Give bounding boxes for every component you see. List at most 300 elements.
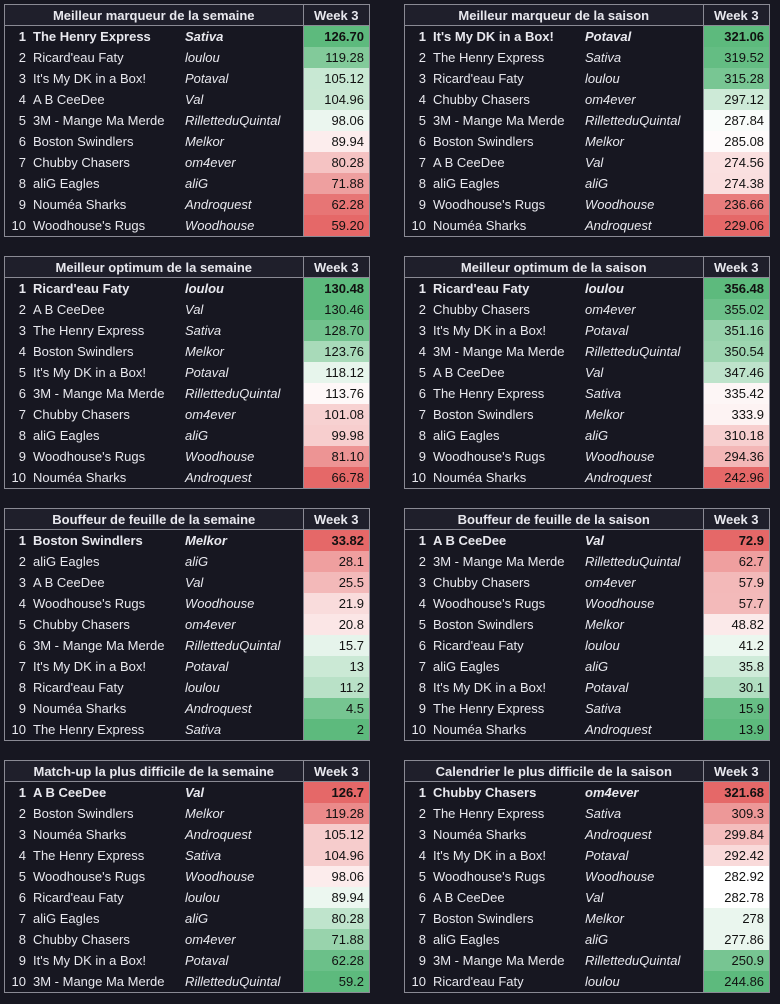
- team-cell: The Henry Express: [433, 806, 545, 821]
- owner-cell: Melkor: [185, 344, 225, 359]
- team-cell: It's My DK in a Box!: [433, 680, 547, 695]
- rank-cell: 4: [18, 92, 26, 107]
- table-row: [5, 110, 369, 131]
- ranking-table: [405, 509, 769, 740]
- team-cell: aliG Eagles: [33, 554, 100, 569]
- owner-cell: RilletteduQuintal: [585, 344, 681, 359]
- team-cell: Woodhouse's Rugs: [433, 869, 546, 884]
- owner-cell: om4ever: [185, 932, 236, 947]
- team-cell: Boston Swindlers: [33, 533, 143, 548]
- ranking-panel: [404, 4, 770, 237]
- owner-cell: aliG: [185, 554, 209, 569]
- owner-cell: Woodhouse: [185, 596, 255, 611]
- ranking-table: [5, 509, 369, 740]
- table-row: [405, 971, 769, 992]
- rank-cell: 1: [18, 281, 26, 296]
- panel-title: Meilleur marqueur de la semaine: [5, 5, 303, 26]
- score-cell: 71.88: [303, 929, 369, 950]
- score-cell: 310.18: [703, 425, 769, 446]
- table-row: [405, 614, 769, 635]
- rank-cell: 10: [11, 470, 26, 485]
- owner-cell: Sativa: [185, 848, 222, 863]
- rank-cell: 3: [18, 323, 26, 338]
- rank-cell: 6: [18, 638, 26, 653]
- rank-cell: 8: [418, 176, 426, 191]
- score-cell: 299.84: [703, 824, 769, 845]
- team-cell: A B CeeDee: [33, 785, 107, 800]
- score-cell: 89.94: [303, 887, 369, 908]
- score-cell: 356.48: [703, 278, 769, 300]
- score-cell: 72.9: [703, 530, 769, 552]
- table-row: [405, 110, 769, 131]
- team-cell: aliG Eagles: [433, 932, 500, 947]
- score-cell: 33.82: [303, 530, 369, 552]
- table-row: [405, 467, 769, 488]
- table-row: [405, 320, 769, 341]
- score-cell: 101.08: [303, 404, 369, 425]
- owner-cell: Val: [585, 890, 604, 905]
- team-cell: The Henry Express: [433, 50, 545, 65]
- table-row: [405, 698, 769, 719]
- score-cell: 350.54: [703, 341, 769, 362]
- ranking-table: [5, 257, 369, 488]
- rank-cell: 6: [18, 386, 26, 401]
- ranking-table: [405, 257, 769, 488]
- rank-cell: 3: [418, 827, 426, 842]
- team-cell: Ricard'eau Faty: [33, 890, 124, 905]
- table-row: [405, 341, 769, 362]
- week-column-header: Week 3: [703, 5, 769, 26]
- score-cell: 105.12: [303, 68, 369, 89]
- rank-cell: 9: [418, 701, 426, 716]
- owner-cell: Melkor: [585, 134, 625, 149]
- rank-cell: 3: [18, 575, 26, 590]
- team-cell: aliG Eagles: [433, 428, 500, 443]
- score-cell: 4.5: [303, 698, 369, 719]
- score-cell: 13: [303, 656, 369, 677]
- rank-cell: 8: [18, 680, 26, 695]
- table-row: [5, 152, 369, 173]
- score-cell: 80.28: [303, 152, 369, 173]
- score-cell: 80.28: [303, 908, 369, 929]
- team-cell: aliG Eagles: [33, 911, 100, 926]
- table-row: [405, 173, 769, 194]
- rank-cell: 8: [18, 176, 26, 191]
- score-cell: 25.5: [303, 572, 369, 593]
- rank-cell: 7: [18, 407, 26, 422]
- team-cell: Chubby Chasers: [433, 575, 530, 590]
- rank-cell: 3: [18, 71, 26, 86]
- team-cell: Chubby Chasers: [433, 302, 530, 317]
- rank-cell: 6: [418, 890, 426, 905]
- table-row: [5, 215, 369, 236]
- owner-cell: Sativa: [585, 806, 622, 821]
- score-cell: 98.06: [303, 866, 369, 887]
- score-cell: 98.06: [303, 110, 369, 131]
- table-row: [405, 887, 769, 908]
- rank-cell: 7: [18, 659, 26, 674]
- week-column-header: Week 3: [703, 509, 769, 530]
- score-cell: 292.42: [703, 845, 769, 866]
- owner-cell: Potaval: [185, 71, 229, 86]
- ranking-table: [5, 761, 369, 992]
- team-cell: Nouméa Sharks: [433, 722, 527, 737]
- owner-cell: Woodhouse: [185, 218, 255, 233]
- team-cell: The Henry Express: [33, 29, 151, 44]
- score-cell: 285.08: [703, 131, 769, 152]
- owner-cell: Potaval: [585, 680, 629, 695]
- rank-cell: 9: [418, 197, 426, 212]
- rank-cell: 2: [418, 554, 426, 569]
- owner-cell: RilletteduQuintal: [185, 386, 281, 401]
- score-cell: 99.98: [303, 425, 369, 446]
- rank-cell: 9: [418, 449, 426, 464]
- panel-title: Meilleur marqueur de la saison: [405, 5, 703, 26]
- table-row: [5, 26, 369, 48]
- owner-cell: Androquest: [585, 827, 652, 842]
- team-cell: The Henry Express: [33, 323, 145, 338]
- rank-cell: 6: [418, 638, 426, 653]
- table-row: [405, 425, 769, 446]
- team-cell: Chubby Chasers: [433, 785, 537, 800]
- team-cell: Woodhouse's Rugs: [33, 218, 146, 233]
- team-cell: aliG Eagles: [33, 176, 100, 191]
- rank-cell: 2: [418, 50, 426, 65]
- table-row: [405, 299, 769, 320]
- score-cell: 118.12: [303, 362, 369, 383]
- week-column-header: Week 3: [703, 761, 769, 782]
- owner-cell: Val: [185, 785, 205, 800]
- team-cell: Boston Swindlers: [433, 617, 534, 632]
- owner-cell: aliG: [185, 911, 209, 926]
- owner-cell: om4ever: [185, 155, 236, 170]
- owner-cell: Sativa: [185, 29, 224, 44]
- table-row: [5, 719, 369, 740]
- owner-cell: aliG: [185, 176, 209, 191]
- rank-cell: 10: [411, 218, 426, 233]
- table-row: [405, 803, 769, 824]
- score-cell: 104.96: [303, 89, 369, 110]
- table-row: [405, 26, 769, 48]
- table-row: [5, 551, 369, 572]
- team-cell: Boston Swindlers: [33, 806, 134, 821]
- score-cell: 229.06: [703, 215, 769, 236]
- table-row: [405, 593, 769, 614]
- score-cell: 351.16: [703, 320, 769, 341]
- team-cell: A B CeeDee: [433, 890, 505, 905]
- owner-cell: RilletteduQuintal: [585, 554, 681, 569]
- score-cell: 250.9: [703, 950, 769, 971]
- week-column-header: Week 3: [303, 509, 369, 530]
- owner-cell: aliG: [585, 428, 609, 443]
- team-cell: Nouméa Sharks: [33, 197, 127, 212]
- owner-cell: om4ever: [585, 575, 636, 590]
- team-cell: Woodhouse's Rugs: [433, 449, 546, 464]
- team-cell: The Henry Express: [433, 701, 545, 716]
- team-cell: Nouméa Sharks: [33, 470, 127, 485]
- owner-cell: Sativa: [185, 722, 222, 737]
- table-row: [5, 887, 369, 908]
- rank-cell: 9: [18, 953, 26, 968]
- table-row: [5, 341, 369, 362]
- score-cell: 15.7: [303, 635, 369, 656]
- score-cell: 119.28: [303, 47, 369, 68]
- rank-cell: 10: [11, 218, 26, 233]
- team-cell: It's My DK in a Box!: [33, 365, 147, 380]
- owner-cell: Val: [185, 302, 204, 317]
- team-cell: The Henry Express: [33, 722, 145, 737]
- table-row: [405, 719, 769, 740]
- table-row: [405, 194, 769, 215]
- team-cell: Nouméa Sharks: [433, 218, 527, 233]
- team-cell: Nouméa Sharks: [33, 701, 127, 716]
- table-row: [405, 908, 769, 929]
- score-cell: 274.38: [703, 173, 769, 194]
- table-row: [405, 362, 769, 383]
- team-cell: Nouméa Sharks: [33, 827, 127, 842]
- rank-cell: 9: [18, 449, 26, 464]
- score-cell: 321.68: [703, 782, 769, 804]
- score-cell: 104.96: [303, 845, 369, 866]
- score-cell: 321.06: [703, 26, 769, 48]
- team-cell: It's My DK in a Box!: [33, 659, 147, 674]
- team-cell: Woodhouse's Rugs: [33, 449, 146, 464]
- score-cell: 123.76: [303, 341, 369, 362]
- table-row: [405, 89, 769, 110]
- rank-cell: 1: [418, 533, 426, 548]
- rank-cell: 10: [11, 722, 26, 737]
- score-cell: 48.82: [703, 614, 769, 635]
- rank-cell: 5: [418, 869, 426, 884]
- score-cell: 128.70: [303, 320, 369, 341]
- team-cell: 3M - Mange Ma Merde: [33, 638, 165, 653]
- rank-cell: 9: [418, 953, 426, 968]
- team-cell: Woodhouse's Rugs: [33, 869, 146, 884]
- team-cell: Nouméa Sharks: [433, 470, 527, 485]
- owner-cell: Androquest: [585, 470, 652, 485]
- ranking-panel: [404, 760, 770, 993]
- rank-cell: 1: [418, 29, 426, 44]
- rank-cell: 4: [18, 344, 26, 359]
- table-row: [405, 551, 769, 572]
- owner-cell: aliG: [585, 932, 609, 947]
- team-cell: A B CeeDee: [33, 302, 105, 317]
- ranking-panel: [4, 4, 370, 237]
- team-cell: 3M - Mange Ma Merde: [433, 344, 565, 359]
- team-cell: Nouméa Sharks: [433, 827, 527, 842]
- rank-cell: 4: [18, 848, 26, 863]
- team-cell: A B CeeDee: [33, 92, 105, 107]
- rank-cell: 8: [18, 428, 26, 443]
- rank-cell: 5: [18, 365, 26, 380]
- rank-cell: 9: [18, 197, 26, 212]
- owner-cell: Val: [585, 365, 604, 380]
- table-row: [405, 824, 769, 845]
- table-row: [405, 929, 769, 950]
- owner-cell: Potaval: [585, 29, 632, 44]
- owner-cell: Woodhouse: [585, 869, 655, 884]
- rank-cell: 5: [418, 365, 426, 380]
- team-cell: aliG Eagles: [433, 659, 500, 674]
- team-cell: Ricard'eau Faty: [33, 680, 124, 695]
- rank-cell: 2: [18, 554, 26, 569]
- rank-cell: 4: [418, 92, 426, 107]
- team-cell: It's My DK in a Box!: [433, 848, 547, 863]
- team-cell: Chubby Chasers: [433, 92, 530, 107]
- ranking-panel: [4, 508, 370, 741]
- team-cell: aliG Eagles: [33, 428, 100, 443]
- score-cell: 41.2: [703, 635, 769, 656]
- team-cell: It's My DK in a Box!: [433, 323, 547, 338]
- score-cell: 335.42: [703, 383, 769, 404]
- team-cell: A B CeeDee: [433, 155, 505, 170]
- table-row: [5, 593, 369, 614]
- owner-cell: loulou: [585, 71, 620, 86]
- score-cell: 59.2: [303, 971, 369, 992]
- score-cell: 105.12: [303, 824, 369, 845]
- week-column-header: Week 3: [303, 761, 369, 782]
- owner-cell: Androquest: [185, 827, 252, 842]
- table-row: [5, 866, 369, 887]
- week-column-header: Week 3: [703, 257, 769, 278]
- table-row: [405, 677, 769, 698]
- team-cell: Boston Swindlers: [433, 407, 534, 422]
- owner-cell: Androquest: [185, 701, 252, 716]
- table-row: [405, 152, 769, 173]
- table-row: [405, 404, 769, 425]
- rank-cell: 6: [18, 134, 26, 149]
- team-cell: Woodhouse's Rugs: [433, 197, 546, 212]
- team-cell: 3M - Mange Ma Merde: [33, 113, 165, 128]
- owner-cell: Potaval: [185, 365, 229, 380]
- team-cell: The Henry Express: [33, 848, 145, 863]
- rank-cell: 8: [418, 932, 426, 947]
- score-cell: 57.7: [703, 593, 769, 614]
- rank-cell: 1: [18, 29, 26, 44]
- score-cell: 347.46: [703, 362, 769, 383]
- score-cell: 244.86: [703, 971, 769, 992]
- table-row: [5, 929, 369, 950]
- rank-cell: 2: [418, 806, 426, 821]
- score-cell: 126.7: [303, 782, 369, 804]
- owner-cell: Androquest: [585, 722, 652, 737]
- rank-cell: 7: [418, 911, 426, 926]
- score-cell: 282.78: [703, 887, 769, 908]
- team-cell: Ricard'eau Faty: [433, 71, 524, 86]
- ranking-table: [405, 761, 769, 992]
- score-cell: 62.7: [703, 551, 769, 572]
- score-cell: 28.1: [303, 551, 369, 572]
- ranking-panel: [4, 256, 370, 489]
- rank-cell: 4: [418, 848, 426, 863]
- score-cell: 21.9: [303, 593, 369, 614]
- owner-cell: RilletteduQuintal: [185, 638, 281, 653]
- score-cell: 277.86: [703, 929, 769, 950]
- ranking-table: [405, 5, 769, 236]
- rank-cell: 7: [418, 155, 426, 170]
- table-row: [5, 278, 369, 300]
- rank-cell: 7: [418, 407, 426, 422]
- owner-cell: Val: [585, 533, 605, 548]
- rank-cell: 6: [418, 134, 426, 149]
- owner-cell: Potaval: [185, 659, 229, 674]
- table-row: [5, 173, 369, 194]
- score-cell: 71.88: [303, 173, 369, 194]
- owner-cell: aliG: [185, 428, 209, 443]
- table-row: [5, 89, 369, 110]
- panel-title: Match-up la plus difficile de la semaine: [5, 761, 303, 782]
- team-cell: Ricard'eau Faty: [433, 974, 524, 989]
- score-cell: 15.9: [703, 698, 769, 719]
- table-row: [5, 194, 369, 215]
- rank-cell: 3: [418, 71, 426, 86]
- score-cell: 119.28: [303, 803, 369, 824]
- table-row: [405, 530, 769, 552]
- owner-cell: om4ever: [185, 617, 236, 632]
- team-cell: Ricard'eau Faty: [33, 50, 124, 65]
- table-row: [5, 299, 369, 320]
- score-cell: 59.20: [303, 215, 369, 236]
- owner-cell: loulou: [585, 974, 620, 989]
- table-row: [5, 467, 369, 488]
- owner-cell: aliG: [585, 659, 609, 674]
- rank-cell: 3: [18, 827, 26, 842]
- rank-cell: 7: [418, 659, 426, 674]
- score-cell: 282.92: [703, 866, 769, 887]
- score-cell: 62.28: [303, 950, 369, 971]
- owner-cell: om4ever: [585, 302, 636, 317]
- table-row: [405, 845, 769, 866]
- score-cell: 274.56: [703, 152, 769, 173]
- table-row: [405, 131, 769, 152]
- rank-cell: 5: [418, 113, 426, 128]
- rank-cell: 1: [18, 785, 26, 800]
- owner-cell: RilletteduQuintal: [585, 113, 681, 128]
- owner-cell: om4ever: [585, 785, 639, 800]
- table-row: [5, 68, 369, 89]
- team-cell: 3M - Mange Ma Merde: [433, 113, 565, 128]
- team-cell: Chubby Chasers: [33, 932, 130, 947]
- ranking-panel: [404, 256, 770, 489]
- team-cell: Boston Swindlers: [433, 134, 534, 149]
- table-row: [405, 656, 769, 677]
- owner-cell: Sativa: [585, 50, 622, 65]
- table-row: [5, 614, 369, 635]
- table-row: [5, 950, 369, 971]
- table-row: [5, 383, 369, 404]
- team-cell: It's My DK in a Box!: [33, 953, 147, 968]
- owner-cell: Woodhouse: [585, 197, 655, 212]
- score-cell: 81.10: [303, 446, 369, 467]
- team-cell: A B CeeDee: [433, 365, 505, 380]
- score-cell: 66.78: [303, 467, 369, 488]
- table-row: [5, 446, 369, 467]
- score-cell: 242.96: [703, 467, 769, 488]
- rank-cell: 9: [18, 701, 26, 716]
- team-cell: Ricard'eau Faty: [433, 638, 524, 653]
- owner-cell: loulou: [185, 281, 224, 296]
- score-cell: 355.02: [703, 299, 769, 320]
- rank-cell: 8: [418, 680, 426, 695]
- team-cell: 3M - Mange Ma Merde: [433, 554, 565, 569]
- owner-cell: Melkor: [185, 533, 227, 548]
- rank-cell: 5: [418, 617, 426, 632]
- rank-cell: 1: [18, 533, 26, 548]
- score-cell: 333.9: [703, 404, 769, 425]
- table-row: [405, 383, 769, 404]
- team-cell: 3M - Mange Ma Merde: [433, 953, 565, 968]
- week-column-header: Week 3: [303, 257, 369, 278]
